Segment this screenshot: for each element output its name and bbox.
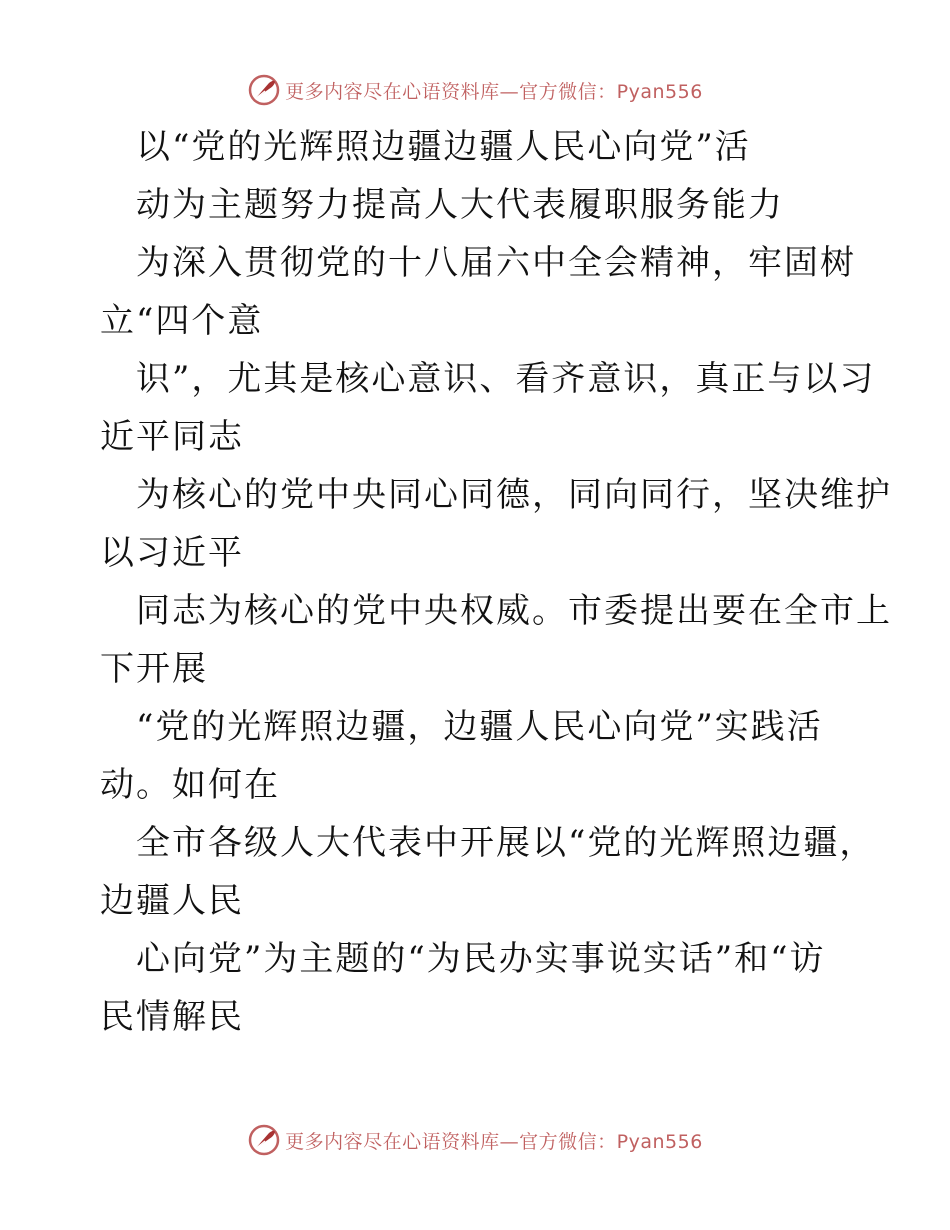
- text-line: 同志为核心的党中央权威。市委提出要在全市上: [136, 591, 892, 631]
- text-line: 民情解民: [100, 997, 244, 1037]
- text-line: 动。如何在: [100, 765, 280, 805]
- header-wechat-id: Pyan556: [616, 80, 703, 103]
- quill-pen-logo-icon: [247, 73, 281, 107]
- text-line: 为核心的党中央同心同德，同向同行，坚决维护: [136, 475, 892, 515]
- text-line: 以“党的光辉照边疆边疆人民心向党”活: [136, 127, 751, 167]
- text-line: 为深入贯彻党的十八届六中全会精神，牢固树: [136, 243, 856, 283]
- footer-banner-text: 更多内容尽在心语资料库—官方微信：Pyan556: [285, 1130, 703, 1153]
- text-line: 全市各级人大代表中开展以“党的光辉照边疆，: [136, 823, 876, 863]
- text-line: 立“四个意: [100, 301, 264, 341]
- text-line: 下开展: [100, 649, 208, 689]
- text-line: 边疆人民: [100, 881, 244, 921]
- text-line: 动为主题努力提高人大代表履职服务能力: [136, 185, 784, 225]
- header-banner-text: 更多内容尽在心语资料库—官方微信：Pyan556: [285, 80, 703, 103]
- footer-banner: [0, 1120, 950, 1160]
- footer-wechat-id: Pyan556: [616, 1130, 703, 1153]
- text-line: 以习近平: [100, 533, 244, 573]
- text-line: “党的光辉照边疆，边疆人民心向党”实践活: [136, 707, 823, 747]
- text-line: 近平同志: [100, 417, 244, 457]
- text-line: 识”，尤其是核心意识、看齐意识，真正与以习: [136, 359, 876, 399]
- document-body: [100, 118, 892, 1046]
- text-line: 心向党”为主题的“为民办实事说实话”和“访: [136, 939, 826, 979]
- header-banner: [0, 70, 950, 110]
- quill-pen-logo-icon: [247, 1123, 281, 1157]
